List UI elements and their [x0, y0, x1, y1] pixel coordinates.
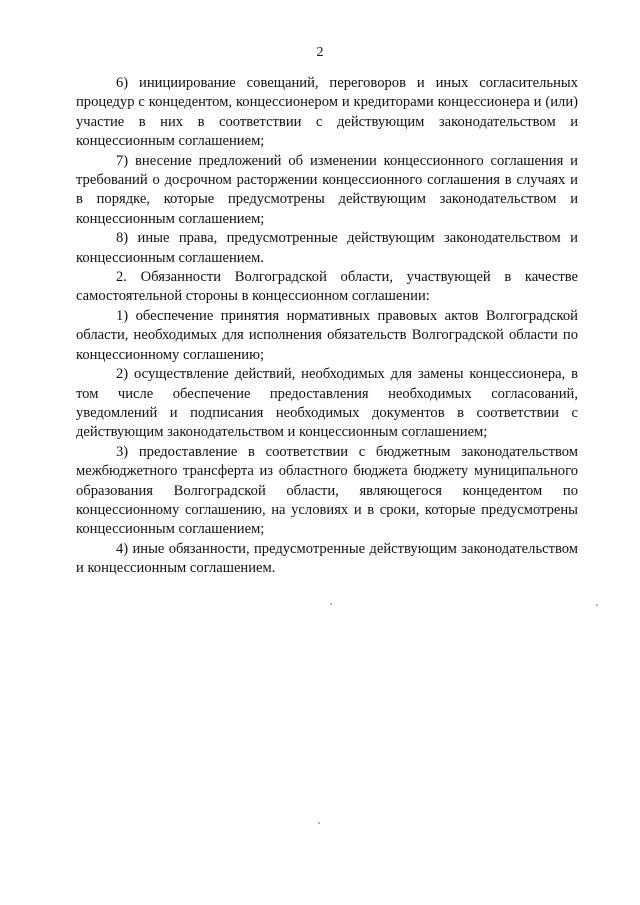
document-body — [76, 74, 578, 579]
paragraph-duty-2: 2) осуществление действий, необходимых для замены концессионера, в том числе обеспечение предоставления необходимых согласований, уведомлений и подписания необходимых документов в соответствии с действующим законодательством и концессионным соглашением; — [76, 366, 578, 441]
scan-speck — [596, 604, 598, 606]
scan-speck — [318, 822, 320, 824]
paragraph-duty-3: 3) предоставление в соответствии с бюджетным законодательством межбюджетного трансферта из областного бюджета бюджету муниципального образования Волгоградской области, являющегося концедентом по концессионному соглашению, на условиях и в сроки, которые предусмотрены концессионным соглашением; — [76, 443, 578, 538]
page-number: 2 — [316, 45, 324, 60]
scan-speck — [330, 603, 332, 605]
paragraph-right-6: 6) инициирование совещаний, переговоров и иных согласительных процедур с концедентом, концессионером и кредиторами концессионера и (или) участие в них в соответствии с действующим законодательством и концессионным соглашением; — [76, 75, 578, 150]
paragraph-right-7: 7) внесение предложений об изменении концессионного соглашения и требований о досрочном расторжении концессионного соглашения в случаях и в порядке, которые предусмотрены действующим законодательством и концессионным соглашением; — [76, 152, 578, 227]
paragraph-duty-1: 1) обеспечение принятия нормативных правовых актов Волгоградской области, необходимых для исполнения обязательств Волгоградской области по концессионному соглашению; — [76, 307, 578, 363]
paragraph-right-8: 8) иные права, предусмотренные действующим законодательством и концессионным соглашением. — [76, 230, 578, 266]
paragraph-duty-4: 4) иные обязанности, предусмотренные действующим законодательством и концессионным соглашением. — [76, 540, 578, 577]
paragraph-section-2-heading: 2. Обязанности Волгоградской области, участвующей в качестве самостоятельной стороны в концессионном соглашении: — [76, 269, 578, 305]
